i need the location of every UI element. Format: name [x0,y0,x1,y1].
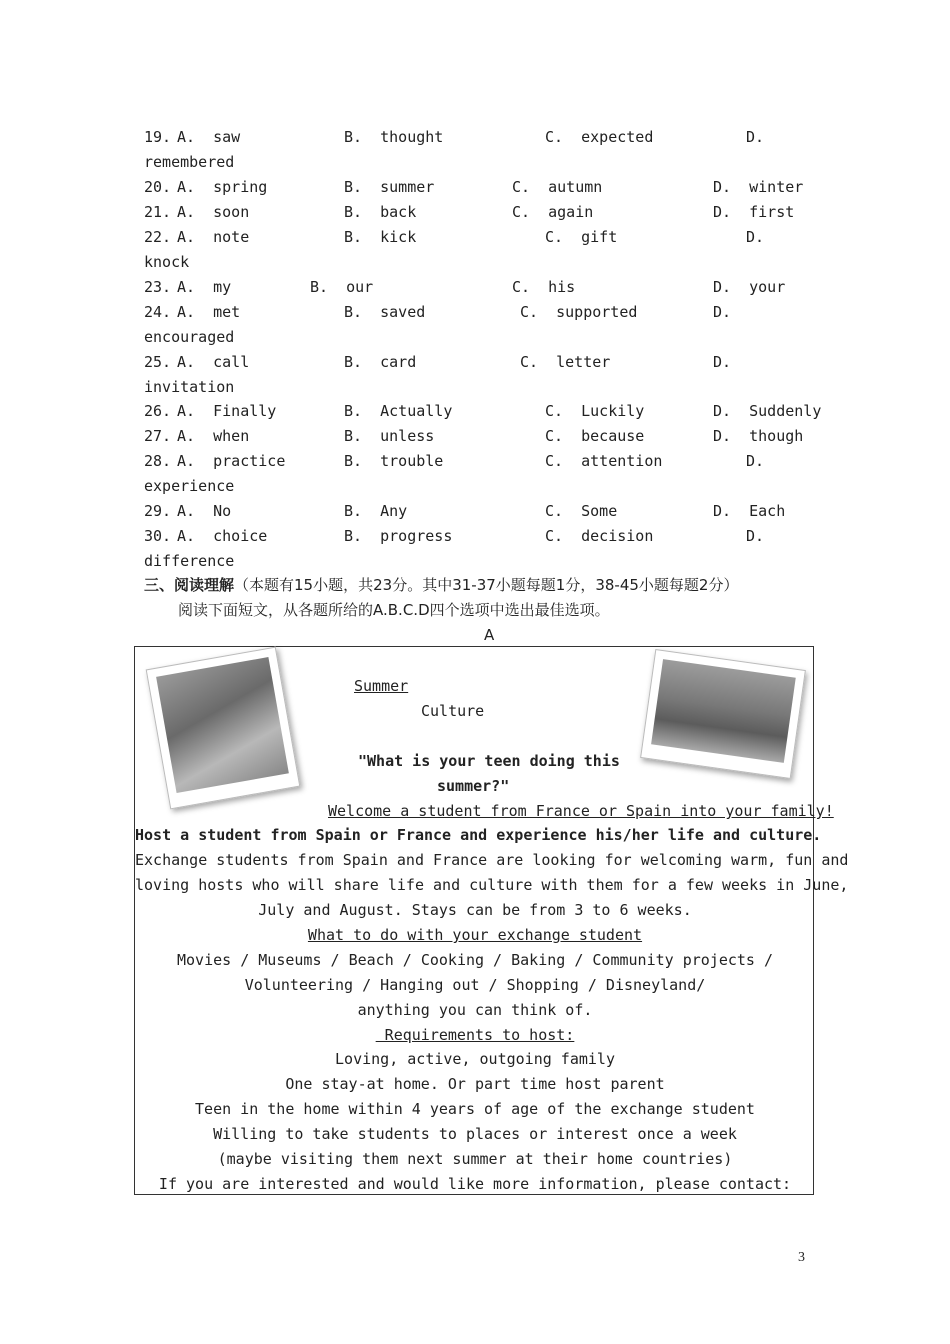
q24-option-d: D. [713,303,732,321]
q22-option-b: B. kick [344,228,417,246]
q21-option-c: C. again [512,203,594,221]
ad-todo-heading-wrap [135,925,815,945]
q20-option-c: C. autumn [512,178,603,196]
q28-option-b: B. trouble [344,452,444,470]
q21-option-d: D. first [713,203,795,221]
q22-option-d: D. [746,228,765,246]
photo-right-clip [635,645,815,795]
ad-question-line1: "What is your teen doing this [358,752,620,770]
ad-body-line1: Exchange students from Spain and France are looking for welcoming warm, fun and [135,851,849,869]
q23-option-d: D. your [713,278,786,296]
q27-option-a: A. when [177,427,250,445]
q29-num: 29. [144,502,172,520]
ad-host: Host a student from Spain or France and experience his/her life and culture. [135,826,822,844]
q21-option-a: A. soon [177,203,250,221]
q26-option-c: C. Luckily [545,402,645,420]
q27-option-d: D. though [713,427,804,445]
q27-option-b: B. unless [344,427,435,445]
q24-option-b: B. saved [344,303,426,321]
section-heading [144,575,738,595]
q19-option-d: D. [746,128,765,146]
q19-option-b: B. thought [344,128,444,146]
q29-option-c: C. Some [545,502,618,520]
ad-body-line3: July and August. Stays can be from 3 to 6 weeks. [258,901,692,919]
q22-num: 22. [144,228,172,246]
ad-title-culture: Culture [421,702,485,720]
q19-option-c: C. expected [545,128,654,146]
q30-option-b: B. progress [344,527,453,545]
q26-option-a: A. Finally [177,402,277,420]
q29-option-a: A. No [177,502,232,520]
q20-option-b: B. summer [344,178,435,196]
q25-option-c: C. letter [520,353,611,371]
ad-question-line2: summer?" [437,777,510,795]
q19-option-a: A. saw [177,128,241,146]
q30-option-c: C. decision [545,527,654,545]
ad-todo-line2: Volunteering / Hanging out / Shopping / Disneyland/ [244,976,706,994]
q22-option-c: C. gift [545,228,618,246]
ad-todo-line3: anything you can think of. [357,1001,593,1019]
section-title: 三、阅读理解 [144,576,235,594]
q29-option-d: D. Each [713,502,786,520]
ad-req-line1: Loving, active, outgoing family [335,1050,615,1068]
q25-option-d-text: invitation [144,378,235,396]
q29-option-b: B. Any [344,502,408,520]
q27-option-c: C. because [545,427,645,445]
q23-option-b: B. our [310,278,374,296]
ad-req-line5: (maybe visiting them next summer at their home countries) [217,1150,733,1168]
q24-option-a: A. met [177,303,241,321]
section-note: （本题有15小题，共23分。其中31-37小题每题1分，38-45小题每题2分） [234,576,739,594]
group-photo-right [640,649,806,779]
ad-title-summer: Summer [354,677,409,695]
q20-num: 20. [144,178,172,196]
q20-option-d: D. winter [713,178,804,196]
ad-req-line3: Teen in the home within 4 years of age of the exchange student [195,1100,755,1118]
q22-option-a: A. note [177,228,250,246]
ad-req-heading-wrap [135,1025,815,1045]
q23-num: 23. [144,278,172,296]
q26-num: 26. [144,402,172,420]
q25-option-d: D. [713,353,732,371]
q30-option-d: D. [746,527,765,545]
q24-option-c: C. supported [520,303,638,321]
q27-num: 27. [144,427,172,445]
q19-num: 19. [144,128,172,146]
ad-todo-line1: Movies / Museums / Beach / Cooking / Baking / Community projects / [176,951,774,969]
q24-option-d-text: encouraged [144,328,235,346]
q28-option-a: A. practice [177,452,286,470]
ad-req-heading: Requirements to host: [375,1026,575,1044]
photo-image-icon [156,657,289,793]
page-number: 3 [798,1250,805,1265]
q22-option-d-text: knock [144,253,190,271]
passage-label: A [484,626,495,644]
q23-option-a: A. my [177,278,232,296]
q20-option-a: A. spring [177,178,268,196]
q26-option-b: B. Actually [344,402,453,420]
q30-option-a: A. choice [177,527,268,545]
ad-req-line4: Willing to take students to places or interest once a week [213,1125,737,1143]
q21-option-b: B. back [344,203,417,221]
q28-option-d: D. [746,452,765,470]
q19-option-d-text: remembered [144,153,235,171]
q28-option-d-text: experience [144,477,235,495]
q30-num: 30. [144,527,172,545]
ad-contact: If you are interested and would like more information, please contact: [158,1175,792,1193]
q26-option-d: D. Suddenly [713,402,822,420]
ad-body-line2: loving hosts who will share life and culture with them for a few weeks in June, [135,876,849,894]
section-instruction: 阅读下面短文，从各题所给的A.B.C.D四个选项中选出最佳选项。 [178,601,610,619]
q28-num: 28. [144,452,172,470]
q21-num: 21. [144,203,172,221]
q25-option-b: B. card [344,353,417,371]
q30-option-d-text: difference [144,552,235,570]
family-photo-left [146,647,301,810]
ad-todo-heading: What to do with your exchange student [307,926,643,944]
q28-option-c: C. attention [545,452,663,470]
ad-req-line2: One stay-at home. Or part time host parent [285,1075,665,1093]
q23-option-c: C. his [512,278,576,296]
photo-image-icon [651,659,796,763]
q25-num: 25. [144,353,172,371]
ad-welcome: Welcome a student from France or Spain into your family! [328,802,834,820]
q25-option-a: A. call [177,353,250,371]
q24-num: 24. [144,303,172,321]
ad-box [134,646,849,1195]
